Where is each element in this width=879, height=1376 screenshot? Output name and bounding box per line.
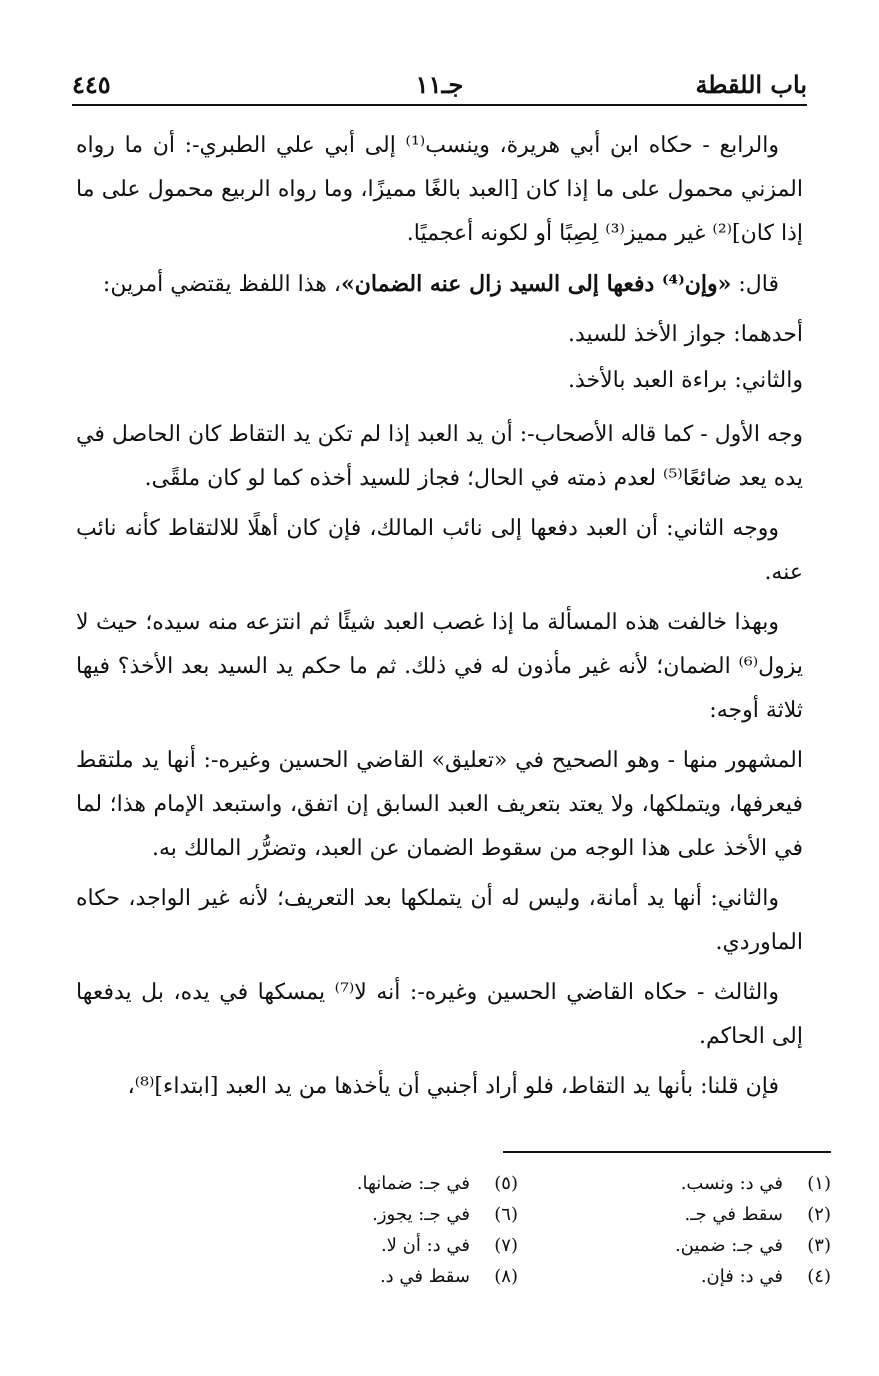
- footnote-text: في جـ: يجوز.: [372, 1204, 470, 1225]
- footnote-rule: [503, 1151, 831, 1153]
- chapter-title: باب اللقطة: [695, 70, 807, 99]
- footnote-number: (٢): [807, 1204, 831, 1225]
- page-number: ٤٤٥: [72, 70, 111, 99]
- paragraph-3: أحدهما: جواز الأخذ للسيد.: [568, 322, 803, 347]
- footnote-item: [568, 1261, 831, 1292]
- footnote-number: (٣): [807, 1235, 831, 1256]
- footnote-item: [255, 1230, 518, 1261]
- footnote-text: سقط في د.: [379, 1266, 470, 1287]
- page-header: [72, 58, 807, 100]
- footnote-text: سقط في جـ.: [684, 1204, 783, 1225]
- footnote-text: في د: أن لا.: [380, 1235, 470, 1256]
- header-rule: [72, 104, 807, 106]
- footnote-text: في جـ: ضمانها.: [356, 1173, 470, 1194]
- footnote-item: [255, 1261, 518, 1292]
- footnote-item: [255, 1199, 518, 1230]
- footnote-number: (١): [807, 1173, 831, 1194]
- paragraph-8: المشهور منها - وهو الصحيح في «تعليق» القاضي الحسين وغيره-: أنها يد ملتقط فيعرفها، ويتملكها، ولا يعتد بتعريف العبد السابق إن اتفق، واستبعد الإمام هذا؛ لما في الأخذ على هذا الوجه من سقوط الضمان عن العبد، وتضرُّر المالك به.: [76, 748, 803, 861]
- footnote-number: (٨): [494, 1266, 518, 1287]
- paragraph-11: فإن قلنا: بأنها يد التقاط، فلو أراد أجنبي أن يأخذها من يد العبد [ابتداء]⁽⁸⁾،: [127, 1074, 779, 1099]
- footnote-number: (٤): [807, 1266, 831, 1287]
- paragraph-9: والثاني: أنها يد أمانة، وليس له أن يتملكها بعد التعريف؛ لأنه غير الواجد، حكاه الماوردي.: [76, 886, 803, 955]
- footnotes-column-left: [255, 1168, 518, 1292]
- paragraph-10: والثالث - حكاه القاضي الحسين وغيره-: أنه لا⁽⁷⁾ يمسكها في يده، بل يدفعها إلى الحاكم.: [76, 980, 803, 1049]
- footnote-item: [568, 1199, 831, 1230]
- footnote-number: (٦): [494, 1204, 518, 1225]
- paragraph-2: [76, 262, 803, 307]
- footnote-text: في جـ: ضمين.: [674, 1235, 783, 1256]
- paragraph-4: والثاني: براءة العبد بالأخذ.: [567, 368, 803, 393]
- footnote-item: [568, 1230, 831, 1261]
- footnote-number: (٥): [494, 1173, 518, 1194]
- paragraph-2-rest: ، هذا اللفظ يقتضي أمرين:: [102, 272, 341, 297]
- paragraph-5: وجه الأول - كما قاله الأصحاب-: أن يد العبد إذا لم تكن يد التقاط كان الحاصل في يده يعد ضائعًا⁽⁵⁾ لعدم ذمته في الحال؛ فجاز للسيد أخذه كما لو كان ملقًى.: [76, 422, 803, 491]
- paragraph-6: ووجه الثاني: أن العبد دفعها إلى نائب المالك، فإن كان أهلًا للالتقاط كأنه نائب عنه.: [76, 516, 803, 585]
- footnote-item: [568, 1168, 831, 1199]
- footnotes-column-right: [568, 1168, 831, 1292]
- paragraph-2-lead: قال:: [731, 272, 779, 297]
- paragraph-7: وبهذا خالفت هذه المسألة ما إذا غصب العبد شيئًا ثم انتزعه منه سيده؛ حيث لا يزول⁽⁶⁾ الضمان؛ لأنه غير مأذون له في ذلك. ثم ما حكم يد السيد بعد الأخذ؟ فيها ثلاثة أوجه:: [76, 610, 803, 723]
- footnote-text: في د: فإن.: [700, 1266, 783, 1287]
- main-text: [76, 124, 803, 1144]
- footnotes: [255, 1168, 831, 1292]
- footnote-text: في د: ونسب.: [680, 1173, 783, 1194]
- volume-label: جـ١١: [415, 70, 464, 99]
- paragraph-2-bold: «وإن⁽⁴⁾ دفعها إلى السيد زال عنه الضمان»: [340, 271, 732, 297]
- paragraph-1: والرابع - حكاه ابن أبي هريرة، وينسب⁽¹⁾ إلى أبي علي الطبري-: أن ما رواه المزني محمول على ما إذا كان [العبد بالغًا مميزًا، وما رواه الربيع محمول على ما إذا كان]⁽²⁾ غير مميز⁽³⁾ لِصِبًا أو لكونه أعجميًا.: [76, 133, 803, 246]
- footnote-number: (٧): [494, 1235, 518, 1256]
- footnote-item: [255, 1168, 518, 1199]
